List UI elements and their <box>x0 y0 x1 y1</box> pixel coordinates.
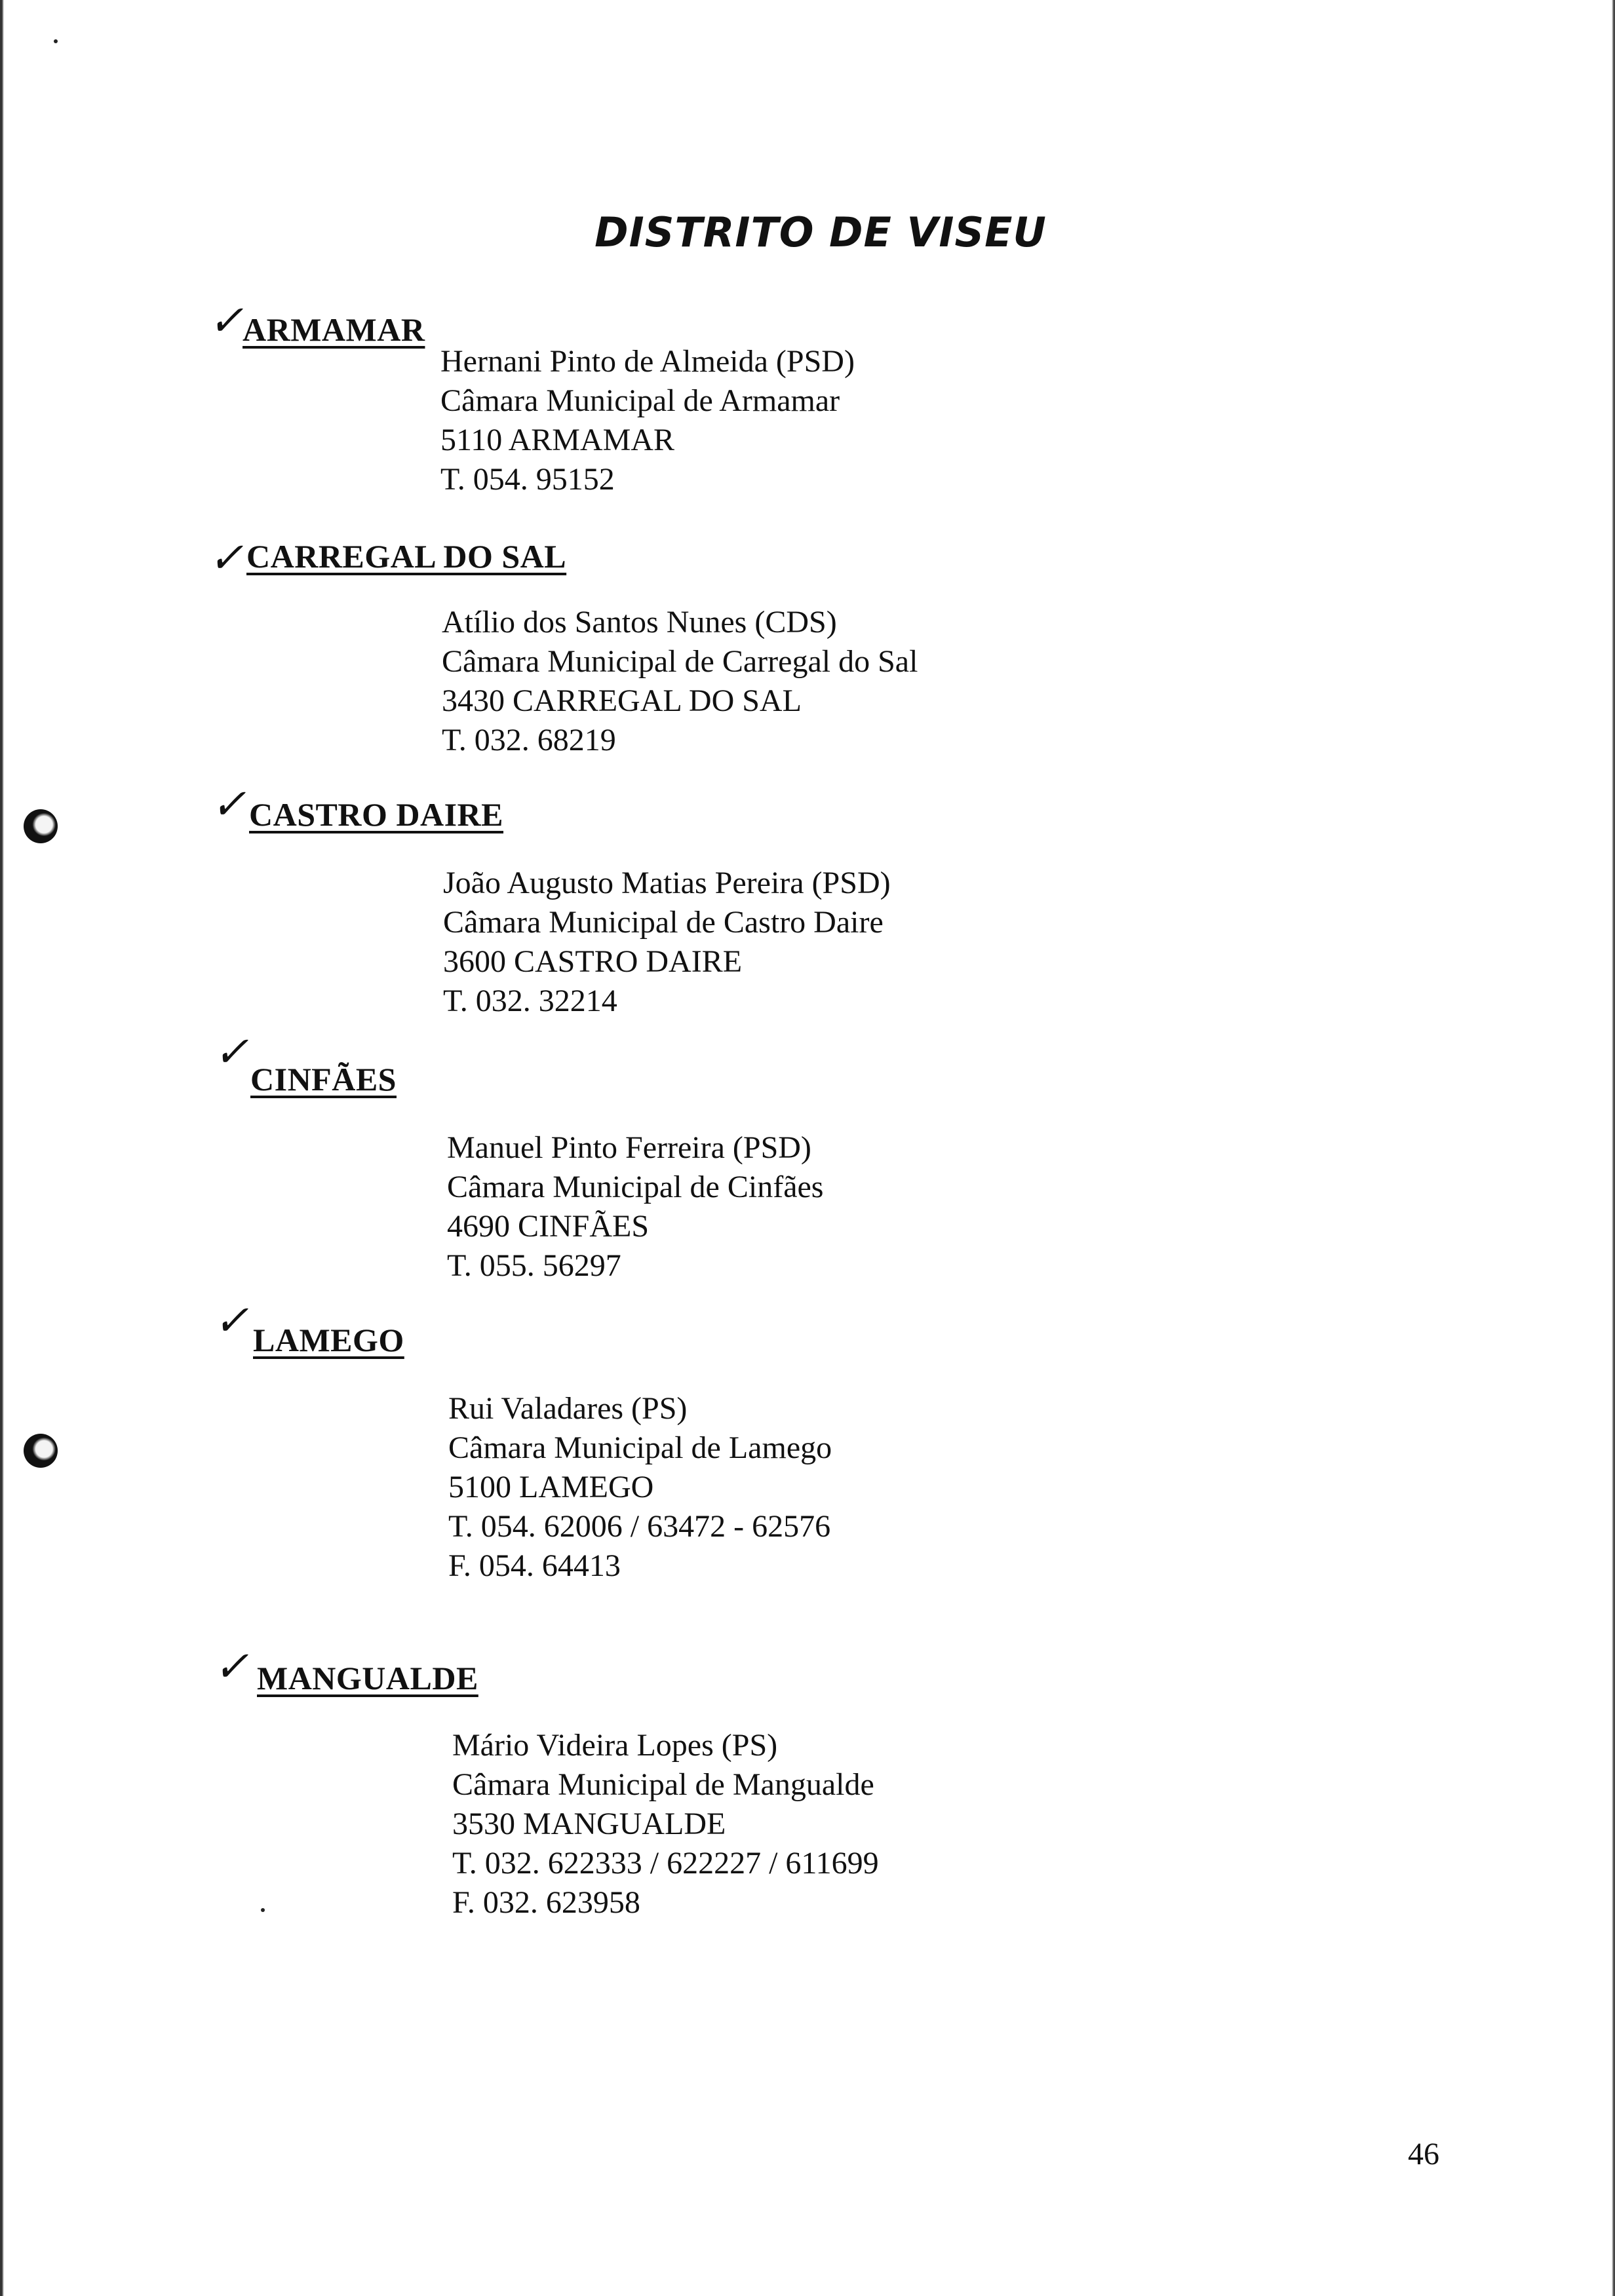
entry-line: Hernani Pinto de Almeida (PSD) <box>440 344 855 379</box>
entry-line: Atílio dos Santos Nunes (CDS) <box>442 605 837 640</box>
check-mark-icon: ✓ <box>208 535 244 581</box>
punch-hole-top <box>24 809 58 843</box>
entry-line: T. 032. 68219 <box>442 723 616 757</box>
check-mark-icon: ✓ <box>214 1643 249 1690</box>
municipality-entry <box>443 864 891 1021</box>
municipality-heading: MANGUALDE <box>257 1660 478 1696</box>
scan-speck <box>261 1908 265 1912</box>
page-number: 46 <box>1408 2137 1439 2172</box>
municipality-heading: ARMAMAR <box>243 311 425 348</box>
entry-line: Câmara Municipal de Castro Daire <box>443 905 884 940</box>
entry-line: Câmara Municipal de Lamego <box>448 1430 832 1465</box>
municipality-heading: CARREGAL DO SAL <box>246 538 567 575</box>
entry-line: T. 055. 56297 <box>447 1248 621 1283</box>
entry-line: Rui Valadares (PS) <box>448 1391 688 1426</box>
check-mark-icon: ✓ <box>214 1297 249 1344</box>
entry-line: F. 054. 64413 <box>448 1548 621 1583</box>
entry-line: Manuel Pinto Ferreira (PSD) <box>447 1130 811 1165</box>
entry-line: 3530 MANGUALDE <box>452 1807 726 1841</box>
municipality-entry <box>452 1726 879 1923</box>
municipality-heading: CINFÃES <box>250 1061 397 1098</box>
entry-line: 5100 LAMEGO <box>448 1470 654 1504</box>
entry-line: 4690 CINFÃES <box>447 1209 650 1244</box>
entry-line: Câmara Municipal de Carregal do Sal <box>442 644 918 679</box>
check-mark-icon: ✓ <box>214 1029 249 1075</box>
scan-speck <box>54 39 58 43</box>
municipality-entry <box>448 1389 832 1586</box>
punch-hole-bottom <box>24 1434 58 1468</box>
scan-edge-right <box>1612 0 1615 2296</box>
entry-line: T. 032. 32214 <box>443 984 617 1018</box>
entry-line: T. 054. 62006 / 63472 - 62576 <box>448 1509 831 1544</box>
page-title: DISTRITO DE VISEU <box>594 208 1047 256</box>
entry-line: 5110 ARMAMAR <box>440 423 674 457</box>
entry-line: Câmara Municipal de Armamar <box>440 383 840 418</box>
municipality-entry <box>447 1128 823 1286</box>
entry-line: 3430 CARREGAL DO SAL <box>442 683 802 718</box>
municipality-heading: CASTRO DAIRE <box>249 796 504 833</box>
check-mark-icon: ✓ <box>211 781 246 828</box>
entry-line: T. 032. 622333 / 622227 / 611699 <box>452 1846 879 1881</box>
entry-line: Câmara Municipal de Cinfães <box>447 1170 824 1204</box>
entry-line: 3600 CASTRO DAIRE <box>443 944 743 979</box>
municipality-entry <box>440 342 855 499</box>
municipality-heading: LAMEGO <box>253 1322 404 1358</box>
scan-edge-left <box>0 0 4 2296</box>
entry-line: Mário Videira Lopes (PS) <box>452 1728 778 1763</box>
entry-line: F. 032. 623958 <box>452 1885 640 1920</box>
municipality-entry <box>442 603 918 760</box>
entry-line: Câmara Municipal de Mangualde <box>452 1767 874 1802</box>
check-mark-icon: ✓ <box>208 297 244 344</box>
entry-line: T. 054. 95152 <box>440 462 615 497</box>
entry-line: João Augusto Matias Pereira (PSD) <box>443 866 891 900</box>
